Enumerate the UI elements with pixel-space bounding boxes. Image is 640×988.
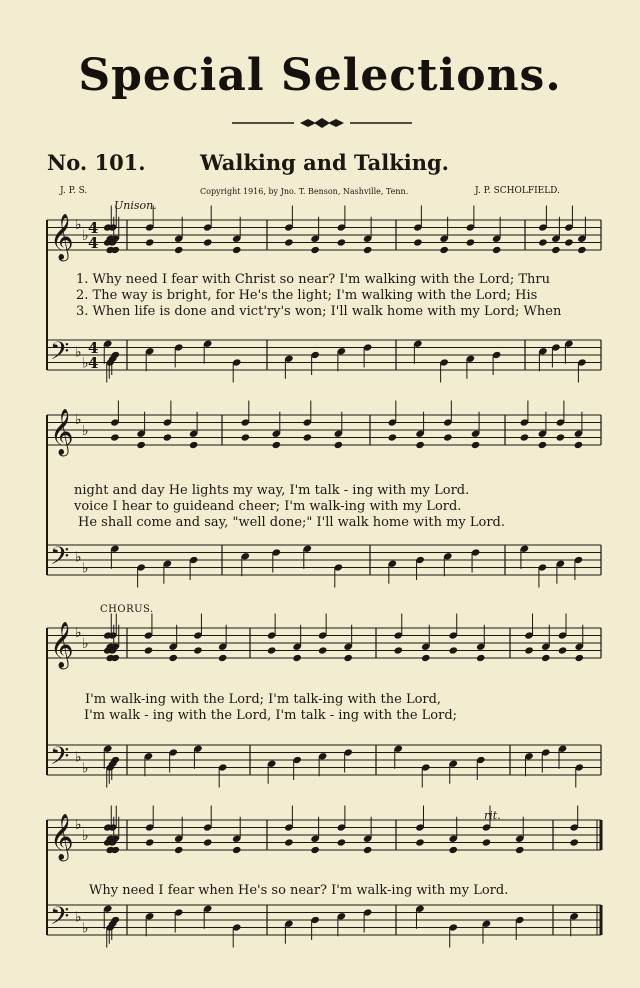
flat-sign: ♭ [75, 816, 82, 833]
note-head [574, 441, 584, 449]
note-head [556, 433, 566, 441]
note-head [337, 238, 347, 246]
verse3-lyrics: 3. When life is done and vict'ry's won; I'll walk home with my Lord; When [76, 304, 562, 319]
note-head [482, 838, 492, 846]
note-head [218, 654, 228, 662]
flat-sign: ♭ [82, 560, 89, 577]
time-signature-treble: 4 [88, 234, 99, 252]
note-head [538, 441, 548, 449]
chorus-lyrics-lower: I'm walk - ing with the Lord, I'm talk - ing with the Lord; [84, 708, 458, 723]
hymn-title: Walking and Talking. [200, 150, 449, 175]
note-head [203, 838, 213, 846]
note-head [284, 238, 294, 246]
flat-sign: ♭ [75, 549, 82, 566]
treble-clef: 𝄞 [50, 214, 74, 260]
note-head [541, 654, 551, 662]
note-head [310, 246, 320, 254]
hymn-number: No. 101. [47, 150, 146, 175]
note-head [337, 838, 347, 846]
flat-sign: ♭ [82, 760, 89, 777]
note-head [303, 433, 313, 441]
note-head [193, 646, 203, 654]
flat-sign: ♭ [75, 909, 82, 926]
note-head [574, 654, 584, 662]
bass-clef: 𝄢 [50, 337, 70, 372]
note-head [448, 846, 458, 854]
note-head [203, 238, 213, 246]
chorus-lyrics-upper: I'm walk-ing with the Lord; I'm talk-ing with the Lord, [85, 692, 442, 707]
note-head [189, 441, 199, 449]
flat-sign: ♭ [75, 411, 82, 428]
treble-clef: 𝄞 [50, 622, 74, 668]
note-head [524, 646, 534, 654]
note-head [520, 433, 530, 441]
copyright-notice: Copyright 1916, by Jno. T. Benson, Nashville, Tenn. [200, 187, 409, 196]
flat-sign: ♭ [75, 216, 82, 233]
note-head [515, 846, 525, 854]
verse1-continuation: night and day He lights my way, I'm talk - ing with my Lord. [74, 483, 470, 498]
note-head [232, 846, 242, 854]
note-head [363, 246, 373, 254]
note-head [232, 246, 242, 254]
note-head [471, 441, 481, 449]
unison-direction: Unison. [114, 199, 157, 212]
note-head [388, 433, 398, 441]
verse2-continuation: voice I hear to guideand cheer; I'm walk-ing with my Lord. [74, 499, 462, 514]
note-head [413, 238, 423, 246]
treble-clef: 𝄞 [50, 814, 74, 860]
note-head [267, 646, 277, 654]
note-head [415, 441, 425, 449]
note-head [136, 441, 146, 449]
note-head [292, 654, 302, 662]
note-head [448, 646, 458, 654]
note-head [564, 238, 574, 246]
note-head [310, 846, 320, 854]
verse2-lyrics: 2. The way is bright, for He's the light; I'm walking with the Lord; His [76, 288, 538, 303]
note-head [174, 846, 184, 854]
note-head [421, 654, 431, 662]
note-head [415, 838, 425, 846]
flat-sign: ♭ [75, 749, 82, 766]
flat-sign: ♭ [75, 344, 82, 361]
verse3-continuation: He shall come and say, "well done;" I'll walk home with my Lord. [78, 515, 506, 530]
note-head [569, 838, 579, 846]
note-head [318, 646, 328, 654]
flat-sign: ♭ [75, 624, 82, 641]
note-head [476, 654, 486, 662]
flat-sign: ♭ [82, 355, 89, 372]
flat-sign: ♭ [82, 423, 89, 439]
note-head [558, 646, 568, 654]
note-head [538, 238, 548, 246]
verse1-lyrics: 1. Why need I fear with Christ so near? I'm walking with the Lord; Thru [76, 272, 550, 287]
final-lyrics: Why need I fear when He's so near? I'm walk-ing with my Lord. [89, 883, 509, 898]
note-head [334, 441, 344, 449]
note-head [174, 246, 184, 254]
treble-clef: 𝄞 [50, 409, 74, 455]
note-head [492, 246, 502, 254]
author-credit: J. P. S. [60, 186, 88, 196]
time-signature-bass: 4 [88, 354, 99, 372]
note-head [393, 646, 403, 654]
note-head [163, 433, 173, 441]
note-head [551, 246, 561, 254]
chorus-label: CHORUS. [100, 604, 154, 615]
note-head [145, 238, 155, 246]
composer-credit: J. P. SCHOLFIELD. [475, 186, 560, 196]
time-signature-bass: 4 [88, 339, 99, 357]
note-head [168, 654, 178, 662]
bass-clef: 𝄢 [50, 742, 70, 777]
note-head [145, 838, 155, 846]
note-head [284, 838, 294, 846]
note-head [439, 246, 449, 254]
bass-clef: 𝄢 [50, 542, 70, 577]
flat-sign: ♭ [82, 228, 89, 244]
note-head [577, 246, 587, 254]
note-head [241, 433, 251, 441]
page-heading: Special Selections. [78, 50, 562, 101]
ritardando-direction: rit. [484, 809, 501, 822]
note-head [363, 846, 373, 854]
flat-sign: ♭ [82, 636, 89, 652]
note-head [466, 238, 476, 246]
flat-sign: ♭ [82, 920, 89, 937]
time-signature-treble: 4 [88, 219, 99, 237]
note-head [144, 646, 154, 654]
note-head [110, 433, 120, 441]
flat-sign: ♭ [82, 828, 89, 844]
note-head [443, 433, 453, 441]
note-head [272, 441, 282, 449]
note-head [343, 654, 353, 662]
bass-clef: 𝄢 [50, 902, 70, 937]
